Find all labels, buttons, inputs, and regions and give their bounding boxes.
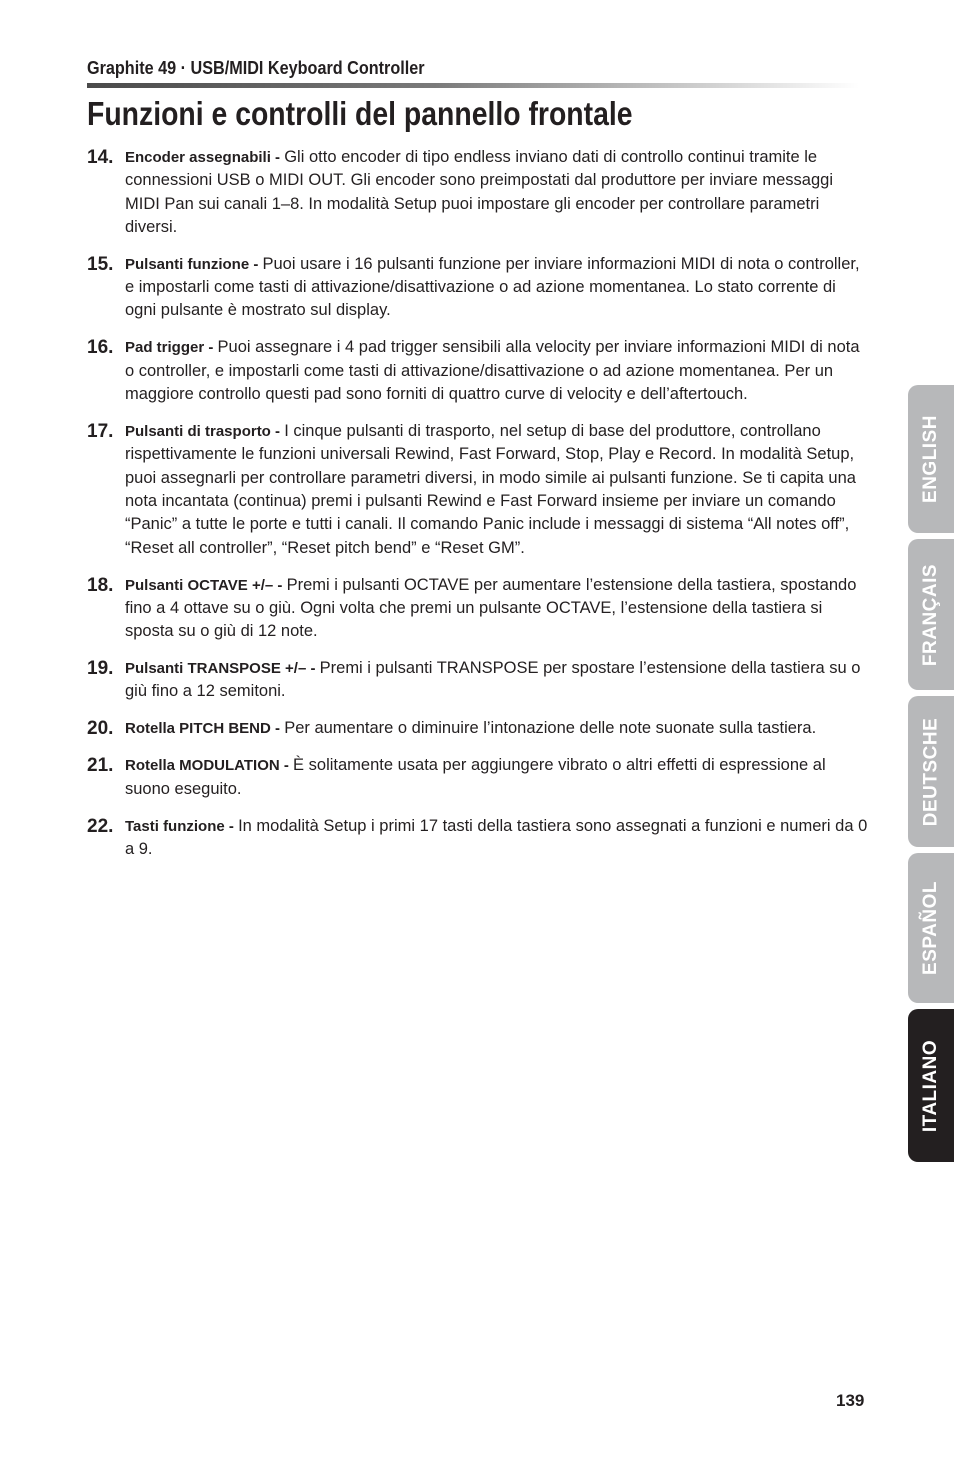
tab-label: DEUTSCHE [920, 717, 942, 826]
running-header: Graphite 49 · USB/MIDI Keyboard Controller [87, 58, 425, 78]
header-rule [87, 83, 859, 88]
list-item [87, 253, 869, 323]
list-item [87, 574, 869, 644]
item-term: Pulsanti funzione - [125, 255, 263, 273]
item-term: Pulsanti TRANSPOSE +/– - [125, 660, 320, 678]
page-title: Funzioni e controlli del pannello frontale [87, 95, 633, 132]
item-number: 15. [87, 253, 114, 275]
tab-label: ITALIANO [920, 1039, 941, 1132]
item-description: Premi i pulsanti OCTAVE per aumentare l’estensione della tastiera, spostando fino a 4 ottave su o giù. Ogni volta che premi un pulsante OCTAVE, l’estensione della tastiera si sposta su o giù di 12 note. [125, 575, 857, 641]
tab-italiano[interactable] [908, 1009, 954, 1162]
tab-francais[interactable] [908, 539, 954, 690]
item-term: Encoder assegnabili - [125, 149, 285, 166]
item-number: 16. [87, 337, 114, 359]
item-number: 17. [87, 421, 114, 443]
tab-label: ENGLISH [920, 415, 942, 503]
list-item [87, 815, 869, 862]
item-term: Tasti funzione - [125, 817, 239, 835]
tab-espanol[interactable] [908, 853, 954, 1003]
page-number: 139 [836, 1391, 865, 1410]
list-item [87, 717, 869, 740]
list-item [87, 420, 869, 560]
item-number: 20. [87, 718, 114, 740]
feature-list [87, 146, 869, 875]
list-item [87, 754, 869, 801]
item-term: Rotella PITCH BEND - [125, 720, 285, 738]
list-item [87, 657, 869, 704]
item-term: Pulsanti di trasporto - [125, 423, 285, 441]
item-description: È solitamente usata per aggiungere vibrato o altri effetti di espressione al suono eseguito. [125, 756, 826, 798]
item-number: 21. [87, 755, 114, 777]
item-number: 18. [87, 574, 114, 596]
language-tabs [908, 385, 954, 1168]
tab-english[interactable] [908, 385, 954, 533]
item-description: In modalità Setup i primi 17 tasti della tastiera sono assegnati a funzioni e numeri da 0 a 9. [125, 816, 868, 858]
tab-label: FRANÇAIS [920, 563, 942, 666]
item-number: 19. [87, 658, 114, 680]
item-term: Rotella MODULATION - [125, 757, 294, 775]
list-item [87, 146, 869, 239]
tab-deutsche[interactable] [908, 696, 954, 847]
item-term: Pulsanti OCTAVE +/– - [125, 576, 287, 594]
list-item [87, 336, 869, 406]
item-description: Gli otto encoder di tipo endless inviano dati di controllo continui tramite le connessioni USB o MIDI OUT. Gli encoder sono preimpostati dal produttore per inviare messaggi MIDI Pan sui canali 1–8. In modalità Setup puoi impostare gli encoder per controllare parametri diversi. [125, 148, 834, 236]
item-term: Pad trigger - [125, 339, 218, 357]
item-description: Per aumentare o diminuire l’intonazione delle note suonate sulla tastiera. [284, 719, 817, 738]
tab-label: ESPAÑOL [920, 881, 941, 975]
item-number: 22. [87, 815, 114, 837]
item-description: Premi i pulsanti TRANSPOSE per spostare l’estensione della tastiera su o giù fino a 12 semitoni. [125, 659, 861, 701]
item-number: 14. [87, 147, 114, 168]
item-description: Puoi usare i 16 pulsanti funzione per inviare informazioni MIDI di nota o controller, e impostarli come tasti di attivazione/disattivazione o ad azione momentanea. Lo stato corrente di ogni pulsante è mostrato sul display. [125, 254, 860, 320]
item-description: Puoi assegnare i 4 pad trigger sensibili alla velocity per inviare informazioni MIDI di nota o controller, e impostarli come tasti di attivazione/disattivazione o ad azione momentanea. Per un maggiore controllo questi pad sono forniti di quattro curve di velocity e dell’aftertouch. [125, 338, 860, 404]
item-description: I cinque pulsanti di trasporto, nel setup di base del produttore, controllano rispettivamente le funzioni universali Rewind, Fast Forward, Stop, Play e Record. In modalità Setup, puoi assegnarli per controllare parametri diversi, in modo simile ai pulsanti funzione. Se ti capita una nota incantata (continua) premi i pulsanti Rewind e Fast Forward insieme per inviare un comando “Panic” a tutte le porte e tutti i canali. Il comando Panic include i messaggi di sistema “All notes off”, “Reset all controller”, “Reset pitch bend” e “Reset GM”. [125, 422, 856, 557]
